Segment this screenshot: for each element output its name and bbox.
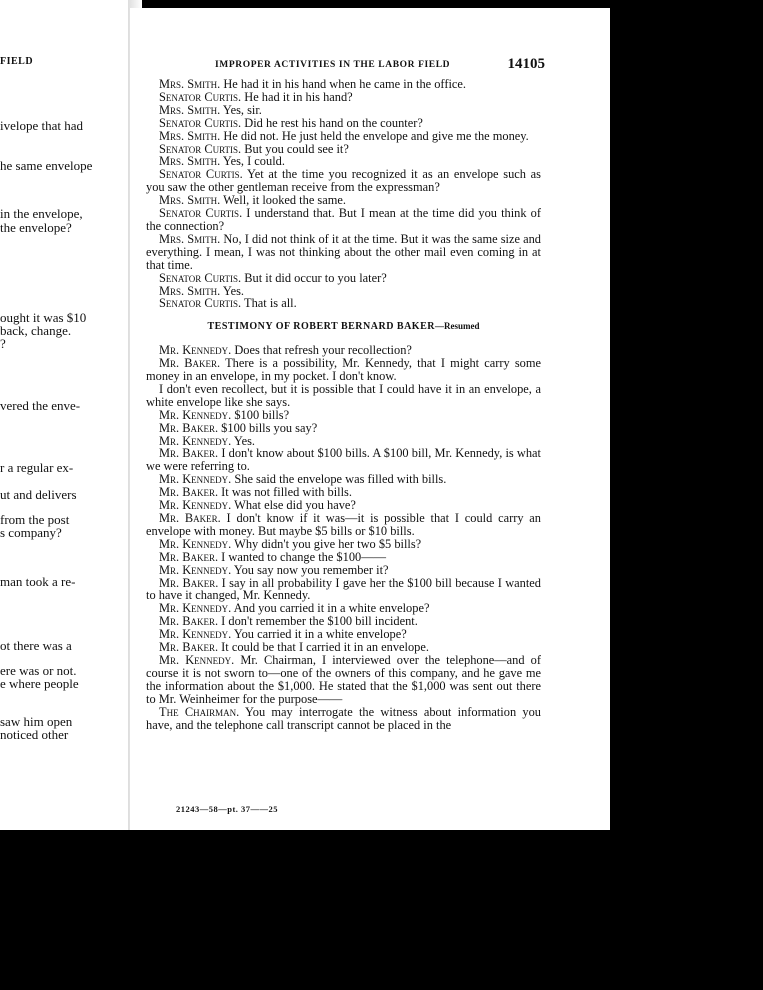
speech-text: I don't remember the $100 bill incident. xyxy=(218,614,418,629)
speaker-name: The Chairman. xyxy=(159,704,240,719)
speech-text: I don't know about $100 bills. A $100 bill, Mr. Kennedy, is what we were referring to. xyxy=(146,446,541,474)
section-title: TESTIMONY OF ROBERT BERNARD BAKER xyxy=(207,321,435,333)
speaker-name: Mr. Kennedy. xyxy=(159,536,232,551)
speaker-name: Mr. Baker. xyxy=(159,485,219,500)
speaker-name: Mr. Baker. xyxy=(159,549,219,564)
speech-text: Yes. xyxy=(220,283,244,298)
speaker-name: Mr. Baker. xyxy=(159,640,219,655)
speech-text: $100 bills? xyxy=(231,407,290,422)
speaker-name: Mrs. Smith. xyxy=(159,193,221,208)
section-suffix: —Resumed xyxy=(434,321,480,332)
speech-text: He had it in his hand? xyxy=(241,89,353,104)
speaker-name: Senator Curtis. xyxy=(159,89,242,104)
speech-text: Does that refresh your recollection? xyxy=(231,343,412,358)
printer-code: 21243—58—pt. 37——25 xyxy=(176,804,279,814)
speech-text: $100 bills you say? xyxy=(218,420,318,435)
left-page-line: ere was or not. xyxy=(0,663,77,678)
paragraph xyxy=(146,706,541,732)
paragraph xyxy=(146,297,541,310)
speaker-name: Mrs. Smith. xyxy=(159,77,221,91)
left-page-line: in the envelope, xyxy=(0,206,83,221)
speech-text: Yes, sir. xyxy=(220,102,262,117)
speaker-name: Mr. Kennedy. xyxy=(159,562,232,577)
speaker-name: Mr. Kennedy. xyxy=(159,498,232,513)
speech-text: That is all. xyxy=(241,296,297,311)
left-page-line: from the post xyxy=(0,512,70,527)
speaker-name: Mr. Baker. xyxy=(159,614,219,629)
left-page-line: s company? xyxy=(0,525,62,540)
left-page-line: vered the enve- xyxy=(0,398,81,413)
left-page-header: FIELD xyxy=(0,56,34,67)
paragraph xyxy=(146,577,541,603)
speaker-name: Mr. Baker. xyxy=(159,575,219,590)
speech-text: You may interrogate the witness about information you have, and the telephone call transcript cannot be placed in the xyxy=(146,704,542,732)
speaker-name: Mr. Kennedy. xyxy=(159,652,235,667)
left-page-line: the envelope? xyxy=(0,220,72,235)
speaker-name: Mrs. Smith. xyxy=(159,231,221,246)
paragraph xyxy=(146,207,541,233)
speech-text: He did not. He just held the envelope and give me the money. xyxy=(220,128,529,143)
left-page-line: ? xyxy=(0,336,6,351)
speaker-name: Senator Curtis. xyxy=(159,115,242,130)
speech-text: It could be that I carried it in an envelope. xyxy=(218,640,429,655)
speaker-name: Senator Curtis. xyxy=(159,141,242,156)
speaker-name: Mrs. Smith. xyxy=(159,283,221,298)
speech-text: Yes. xyxy=(231,433,256,448)
speech-text: But you could see it? xyxy=(241,141,349,156)
left-page-line: ot there was a xyxy=(0,638,72,653)
left-page-line: man took a re- xyxy=(0,574,76,589)
speech-text: I don't know if it was—it is possible that I could carry an envelope with money. But maybe $5 bills or $10 bills. xyxy=(146,511,542,538)
speaker-name: Mr. Kennedy. xyxy=(159,433,232,448)
speaker-name: Mrs. Smith. xyxy=(159,154,221,169)
running-header-title: IMPROPER ACTIVITIES IN THE LABOR FIELD xyxy=(215,60,451,70)
paragraph xyxy=(146,233,541,272)
dialogue-baker xyxy=(146,344,541,731)
speech-text: He had it in his hand when he came in the office. xyxy=(220,77,467,91)
left-page-line: ut and delivers xyxy=(0,487,77,502)
speaker-name: Mr. Kennedy. xyxy=(159,343,232,358)
dialogue-smith xyxy=(146,78,541,310)
speaker-name: Mrs. Smith. xyxy=(159,128,221,143)
paragraph xyxy=(146,383,541,409)
speech-text: Mr. Chairman, I interviewed over the telephone—and of course it is not sworn to—one of the owners of this company, and he gave me the information about the $1,000. He stated that the $1,000 was sent out there to Mr. Weinheimer for the purpose—— xyxy=(146,652,541,706)
speaker-name: Mrs. Smith. xyxy=(159,102,221,117)
speaker-name: Mr. Kennedy. xyxy=(159,472,232,487)
speech-text: Yes, I could. xyxy=(220,154,285,169)
speaker-name: Senator Curtis. xyxy=(159,296,242,311)
speech-text: You carried it in a white envelope? xyxy=(231,627,407,642)
paragraph xyxy=(146,654,541,706)
left-page-line: e where people xyxy=(0,676,79,691)
speaker-name: Mr. Baker. xyxy=(159,356,221,371)
paragraph xyxy=(146,512,541,538)
paragraph xyxy=(146,447,541,473)
speaker-name: Senator Curtis. xyxy=(159,270,242,285)
speech-text: And you carried it in a white envelope? xyxy=(231,601,430,616)
page-number: 14105 xyxy=(507,56,545,72)
left-page-line: he same envelope xyxy=(0,158,93,173)
paragraph xyxy=(146,357,541,383)
speech-text: It was not filled with bills. xyxy=(218,485,352,500)
speaker-name: Mr. Baker. xyxy=(159,420,219,435)
speech-text: Well, it looked the same. xyxy=(220,193,346,208)
speaker-name: Senator Curtis. xyxy=(159,206,243,221)
speaker-name: Senator Curtis. xyxy=(159,167,243,182)
speech-text: She said the envelope was filled with bills. xyxy=(231,472,447,487)
page-body xyxy=(146,78,541,731)
running-header xyxy=(215,58,545,74)
speech-text: Yet at the time you recognized it as an envelope such as you saw the other gentleman receive from the expressman? xyxy=(146,167,541,195)
paragraph xyxy=(146,168,541,194)
speech-text: Did he rest his hand on the counter? xyxy=(241,115,423,130)
section-heading xyxy=(146,320,541,334)
speech-text: No, I did not think of it at the time. But it was the same size and everything. I mean, I was not thinking about the other mail even coming in at that time. xyxy=(146,231,541,272)
speech-text: I wanted to change the $100—— xyxy=(218,549,386,564)
speech-text: There is a possibility, Mr. Kennedy, that I might carry some money in an envelope, in my pocket. I don't know. xyxy=(146,356,542,384)
speaker-name: Mr. Baker. xyxy=(159,446,219,461)
speaker-name: Mr. Kennedy. xyxy=(159,407,232,422)
speech-text: But it did occur to you later? xyxy=(241,270,387,285)
left-page-line: ivelope that had xyxy=(0,118,84,133)
left-page-line: r a regular ex- xyxy=(0,460,74,475)
speaker-name: Mr. Kennedy. xyxy=(159,627,232,642)
speech-text: Why didn't you give her two $5 bills? xyxy=(231,536,422,551)
left-page-line: noticed other xyxy=(0,727,69,742)
speech-text: I don't even recollect, but it is possible that I could have it in an envelope, a white envelope like she says. xyxy=(146,381,541,409)
left-page-line: back, change. xyxy=(0,323,72,338)
left-page-line: saw him open xyxy=(0,714,73,729)
speech-text: You say now you remember it? xyxy=(231,562,389,577)
left-page-line: ought it was $10 xyxy=(0,310,87,325)
speech-text: What else did you have? xyxy=(231,498,356,513)
speech-text: I say in all probability I gave her the $100 bill because I wanted to have it changed, Mr. Kennedy. xyxy=(146,575,541,603)
left-facing-page xyxy=(0,0,128,830)
speaker-name: Mr. Baker. xyxy=(159,511,221,525)
speech-text: I understand that. But I mean at the time did you think of the connection? xyxy=(146,206,541,233)
speaker-name: Mr. Kennedy. xyxy=(159,601,232,616)
